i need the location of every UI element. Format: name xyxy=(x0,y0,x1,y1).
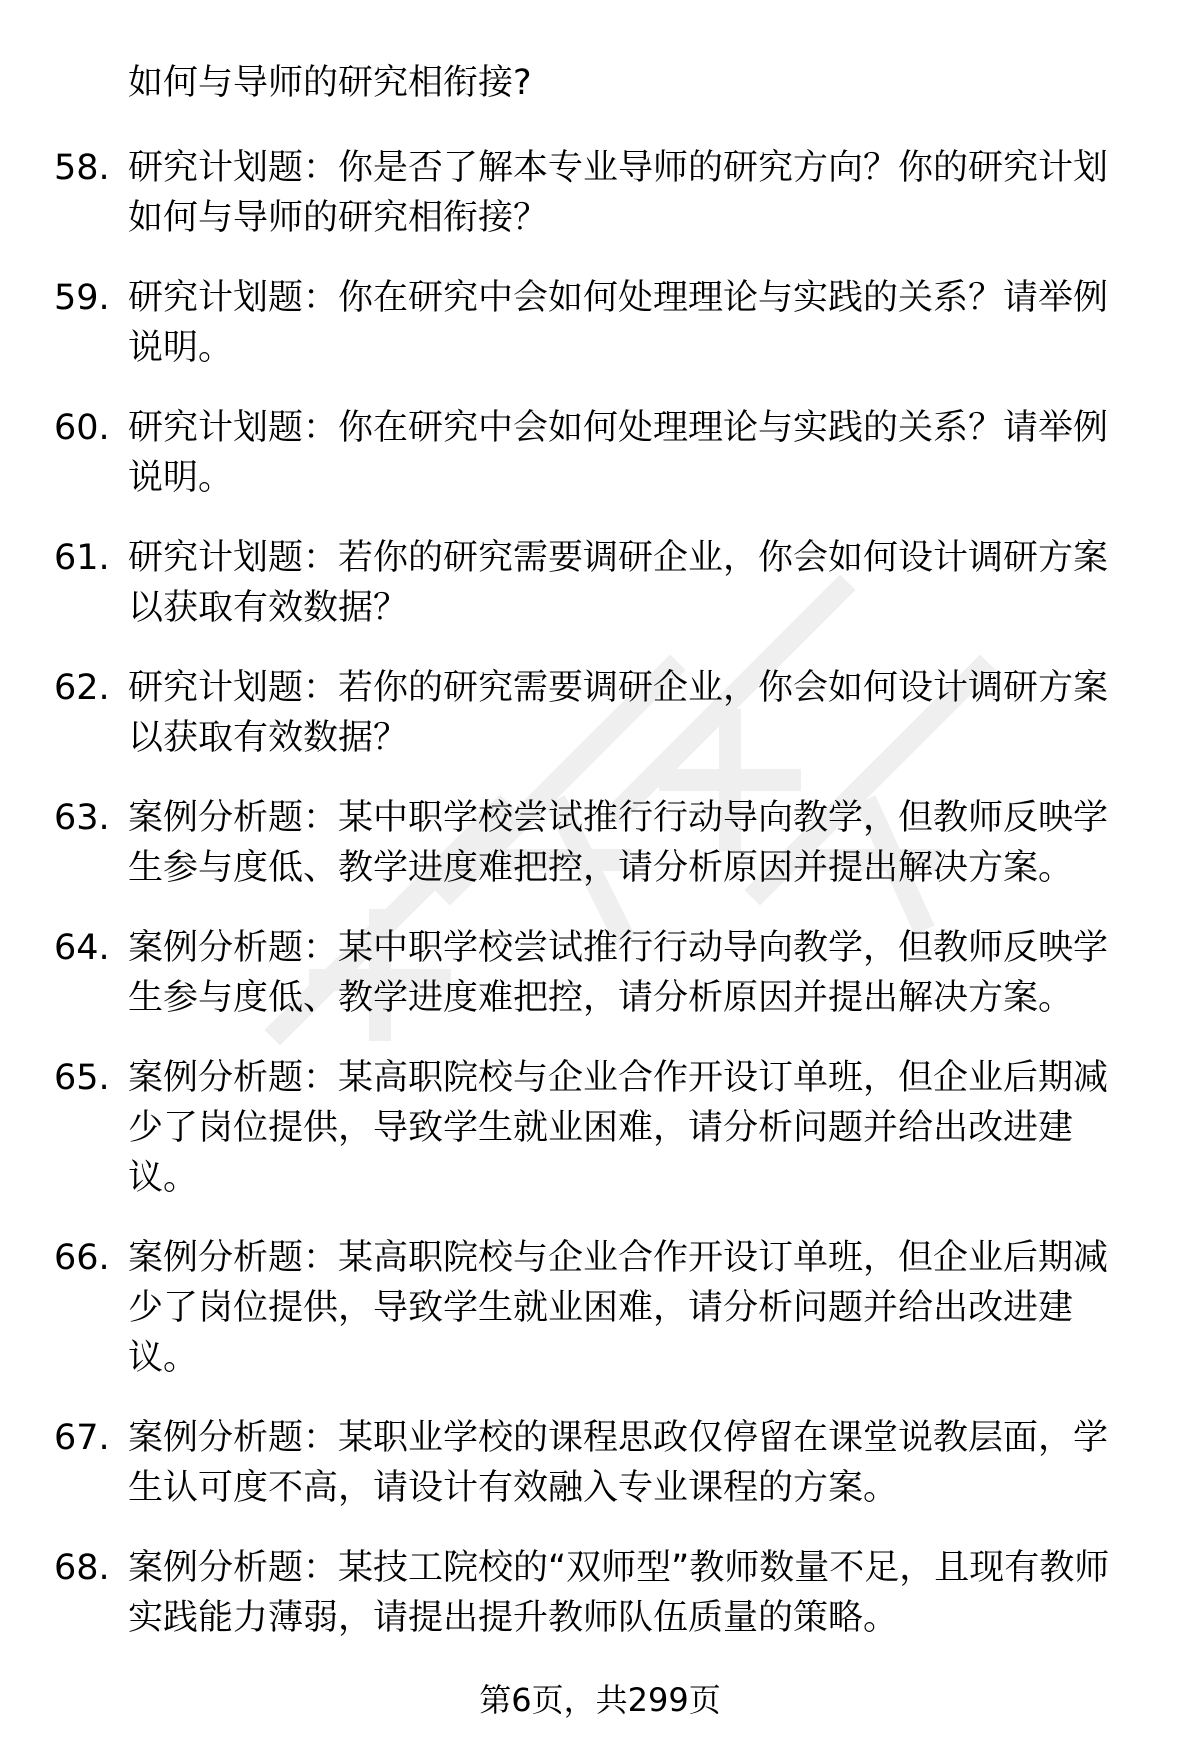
question-number: 67. xyxy=(54,1418,110,1458)
question-item xyxy=(0,143,1200,243)
question-text: 案例分析题：某中职学校尝试推行行动导向教学，但教师反映学生参与度低、教学进度难把控，请分析原因并提出解决方案。 xyxy=(128,928,1109,1018)
question-item xyxy=(0,1053,1200,1203)
question-number: 63. xyxy=(54,798,110,838)
question-text: 研究计划题：若你的研究需要调研企业，你会如何设计调研方案以获取有效数据？ xyxy=(128,538,1109,628)
question-text: 案例分析题：某高职院校与企业合作开设订单班，但企业后期减少了岗位提供，导致学生就业困难，请分析问题并给出改进建议。 xyxy=(128,1238,1109,1378)
question-text: 研究计划题：你在研究中会如何处理理论与实践的关系？请举例说明。 xyxy=(128,278,1109,368)
question-number: 62. xyxy=(54,668,110,708)
question-text: 研究计划题：你是否了解本专业导师的研究方向？你的研究计划如何与导师的研究相衔接？ xyxy=(128,148,1109,238)
question-list xyxy=(0,143,1200,1673)
question-number: 60. xyxy=(54,408,110,448)
question-number: 58. xyxy=(54,148,110,188)
question-item xyxy=(0,1543,1200,1643)
question-number: 61. xyxy=(54,538,110,578)
question-item xyxy=(0,1413,1200,1513)
question-item xyxy=(0,793,1200,893)
question-number: 65. xyxy=(54,1058,110,1098)
question-item xyxy=(0,923,1200,1023)
question-text: 研究计划题：你在研究中会如何处理理论与实践的关系？请举例说明。 xyxy=(128,408,1109,498)
question-number: 59. xyxy=(54,278,110,318)
question-item xyxy=(0,1233,1200,1383)
continuation-text: 如何与导师的研究相衔接? xyxy=(128,63,532,103)
page-footer: 第6页，共299页 xyxy=(479,1681,721,1719)
question-item xyxy=(0,533,1200,633)
question-text: 案例分析题：某职业学校的课程思政仅停留在课堂说教层面，学生认可度不高，请设计有效融入专业课程的方案。 xyxy=(128,1418,1109,1508)
question-item xyxy=(0,403,1200,503)
question-number: 68. xyxy=(54,1548,110,1588)
question-item xyxy=(0,273,1200,373)
question-text: 研究计划题：若你的研究需要调研企业，你会如何设计调研方案以获取有效数据？ xyxy=(128,668,1109,758)
question-number: 66. xyxy=(54,1238,110,1278)
question-text: 案例分析题：某高职院校与企业合作开设订单班，但企业后期减少了岗位提供，导致学生就业困难，请分析问题并给出改进建议。 xyxy=(128,1058,1109,1198)
question-text: 案例分析题：某技工院校的“双师型”教师数量不足，且现有教师实践能力薄弱，请提出提升教师队伍质量的策略。 xyxy=(128,1548,1110,1638)
question-number: 64. xyxy=(54,928,110,968)
question-item xyxy=(0,663,1200,763)
question-text: 案例分析题：某中职学校尝试推行行动导向教学，但教师反映学生参与度低、教学进度难把控，请分析原因并提出解决方案。 xyxy=(128,798,1109,888)
